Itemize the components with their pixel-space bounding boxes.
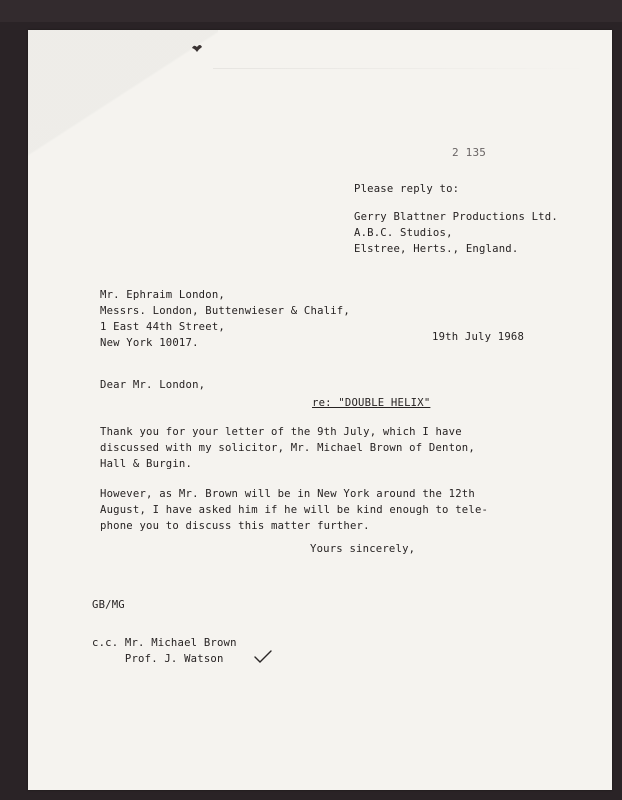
closing: Yours sincerely,: [310, 543, 416, 555]
salutation: Dear Mr. London,: [100, 379, 206, 391]
typist-initials: GB/MG: [92, 599, 125, 611]
recipient-line: New York 10017.: [100, 337, 199, 349]
reference-number: 2 135: [452, 146, 487, 159]
return-address-line: Elstree, Herts., England.: [354, 243, 519, 255]
cc-line: Prof. J. Watson: [92, 653, 224, 665]
scan-background: [0, 0, 622, 22]
reply-label: Please reply to:: [354, 183, 460, 195]
letter-page: [28, 30, 612, 790]
recipient-line: Messrs. London, Buttenwieser & Chalif,: [100, 305, 350, 317]
subject-line: re: "DOUBLE HELIX": [312, 397, 431, 409]
letter-date: 19th July 1968: [432, 331, 525, 343]
body-paragraph: However, as Mr. Brown will be in New York around the 12th August, I have asked him if he will be kind enough to tele- phone you to discuss this matter further.: [100, 488, 489, 532]
body-paragraph: Thank you for your letter of the 9th July, which I have discussed with my solicitor, Mr. Michael Brown of Denton, Hall & Burgin.: [100, 426, 475, 470]
checkmark-icon: [253, 650, 273, 664]
recipient-line: Mr. Ephraim London,: [100, 289, 225, 301]
return-address-line: Gerry Blattner Productions Ltd.: [354, 211, 558, 223]
return-address-line: A.B.C. Studios,: [354, 227, 453, 239]
recipient-line: 1 East 44th Street,: [100, 321, 225, 333]
cc-line: c.c. Mr. Michael Brown: [92, 637, 237, 649]
stamp-mark-icon: [190, 43, 204, 53]
